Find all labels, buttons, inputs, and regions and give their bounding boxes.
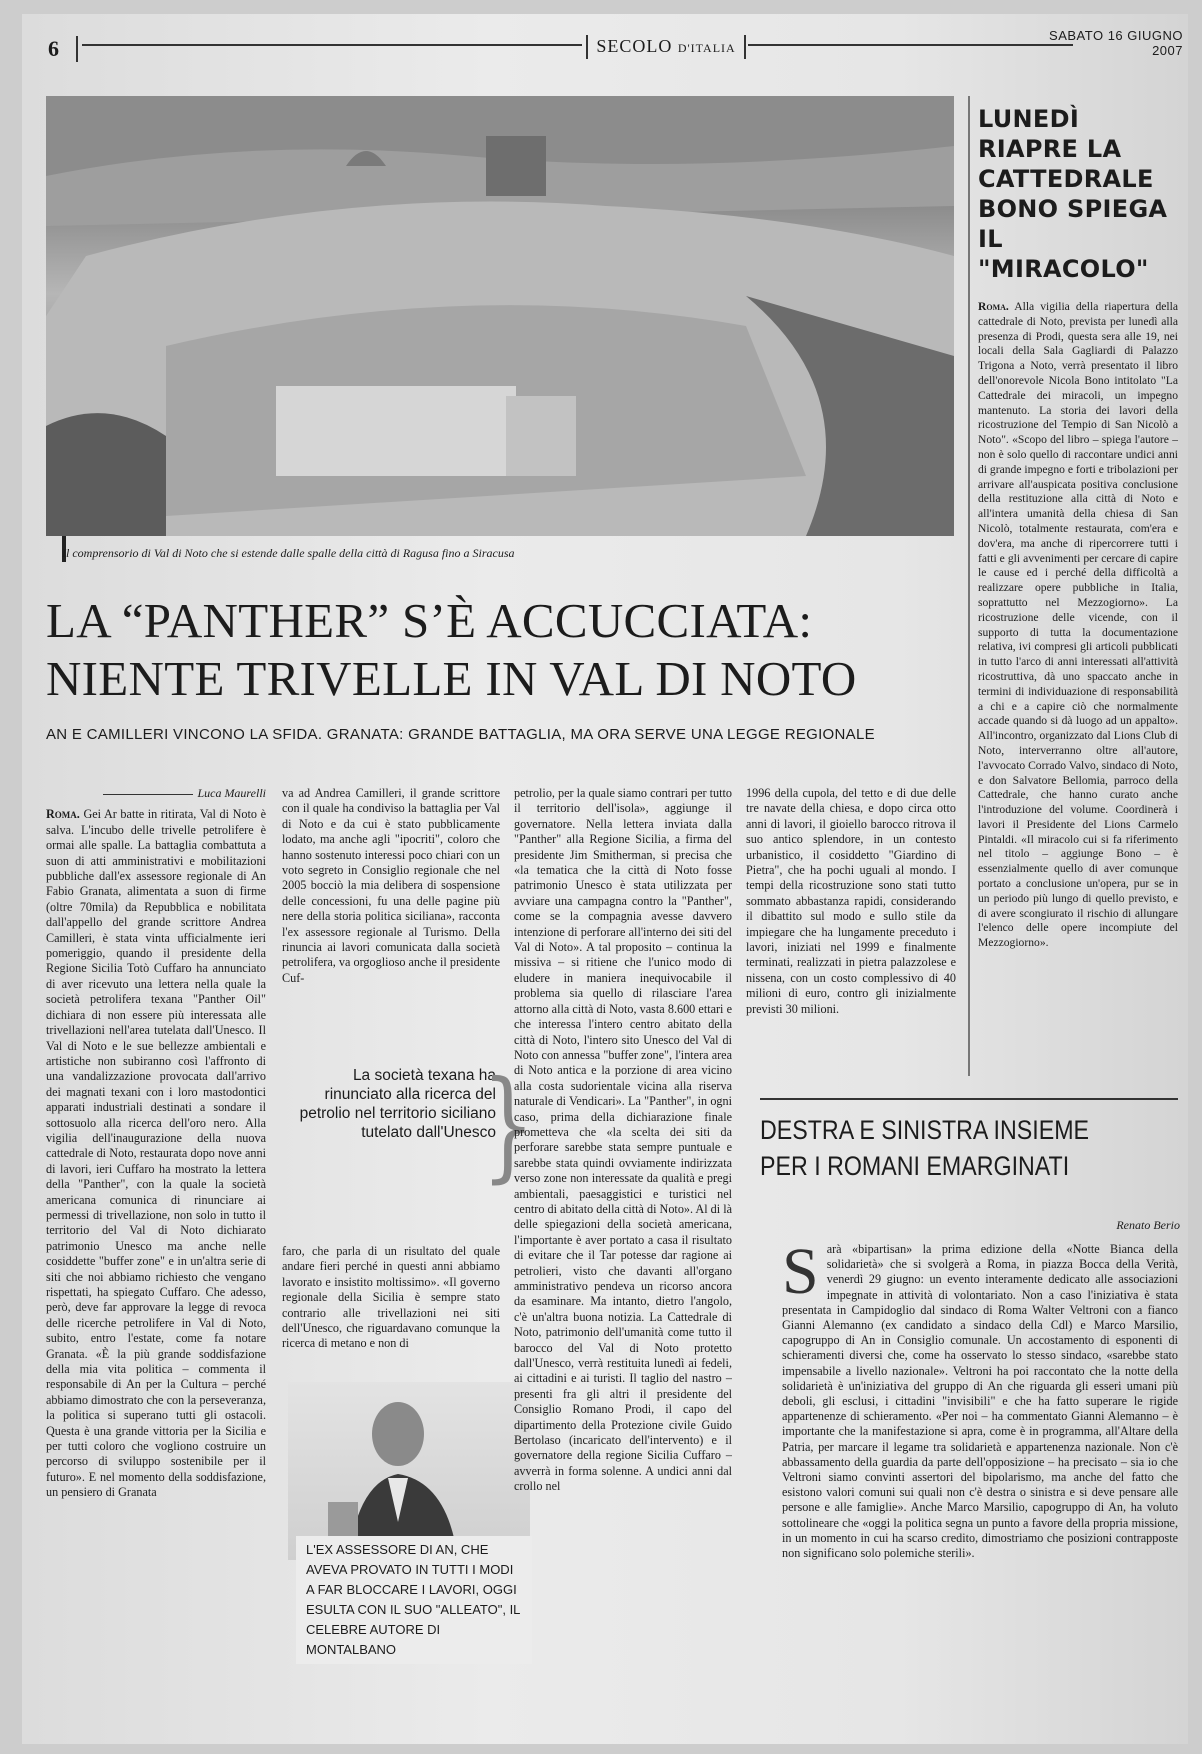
headline-line-1: LA “PANTHER” S’È ACCUCCIATA: (46, 593, 813, 648)
photo-caption: Il comprensorio di Val di Noto che si estende dalle spalle della città di Ragusa fino a Siracusa (62, 546, 515, 560)
town-aerial-illustration (46, 96, 954, 536)
second-article-byline: Renato Berio (1116, 1218, 1180, 1232)
town-aerial-photo (46, 96, 954, 536)
sidebar-title: LUNEDÌ RIAPRE LA CATTEDRALE BONO SPIEGA IL "MIRACOLO" (978, 105, 1168, 283)
article-column-2-top: va ad Andrea Camilleri, il grande scrittore con il quale ha condiviso la battaglia per Val di Noto e da cui è stato pubblicamente lodato, ma anche agli "ipocriti", coloro che hanno sostenuto interessi poco chiari con un voto segreto in Consiglio regionale che nel 2005 bocciò la mia delibera di sospensione delle concessioni, fu una delle pagine più nere della storia politica siciliana», racconta l'ex assessore regionale al Turismo. Della rinuncia ai lavori comunicata dalla società petrolifera, va orgoglioso anche il presidente Cuf- (282, 786, 500, 985)
sidebar-article (968, 96, 1178, 1076)
second-article-text: arà «bipartisan» la prima edizione della «Notte Bianca della solidarietà» che si svolgerà a Roma, in piazza Bocca della Verità, venerdì 29 giugno: un evento interamente dedicato alle associazioni impegnate in attività di volontariato. Non a caso l'iniziativa è stata presentata in Campidoglio dal sindaco di Roma Walter Veltroni con a fianco Gianni Alemanno (ex candidato a sindaco della Cdl) e Marco Marsilio, capogruppo di An in Consiglio comunale. Un accostamento di esponenti di schieramenti diversi che, come ha osservato lo stesso sindaco, «sarebbe stato impensabile a livello nazionale». Veltroni ha poi raccontato che la notte della solidarietà è un'iniziativa del gruppo di An che riguarda gli esseri umani più deboli, gli esclusi, i cittadini "invisibili" e che ha fatto superare le rigide appartenenze di schieramento. «Per noi – ha commentato Gianni Alemanno – è importante che la manifestazione si apra, come è in programma, all'Altare della Patria, per marcare il legame tra solidarietà e appartenenza nazionale. Non c'è abbassamento della guardia da parte dell'opposizione – ha precisato – sia io che Veltroni siamo convinti assertori del bipolarismo, ma anche del fatto che esistono valori comuni sui quali non c'è destra o sinistra e si deve pensare alle persone e alle famiglie». Anche Marco Marsilio, capogruppo di An, ha voluto sottolineare che «oggi la politica segna un punto a favore della propria missione, in un momento in cui ha scarso credito, dimostriamo che posizioni contrapposte non significano solo polemiche sterili». (782, 1242, 1178, 1561)
masthead (48, 28, 1183, 62)
masthead-rule-left (82, 44, 582, 46)
paper-name-main: SECOLO (596, 36, 673, 56)
portrait-caption: L'EX ASSESSORE DI AN, CHE AVEVA PROVATO IN TUTTI I MODI A FAR BLOCCARE I LAVORI, OGGI ESULTA CON IL SUO "ALLEATO", IL CELEBRE AUTORE DI MONTALBANO (296, 1536, 532, 1664)
second-article-rule (760, 1098, 1178, 1100)
paper-name-small: D'ITALIA (677, 41, 736, 55)
main-headline (46, 592, 956, 708)
pull-quote: La società texana ha rinunciato alla ricerca del petrolio nel territorio siciliano tutelato dall'Unesco (299, 1067, 496, 1141)
issue-date: SABATO 16 GIUGNO 2007 (1049, 28, 1183, 58)
main-subhead: AN E CAMILLERI VINCONO LA SFIDA. GRANATA: GRANDE BATTAGLIA, MA ORA SERVE UNA LEGGE REGIONALE (46, 726, 875, 743)
article-column-2-bottom: faro, che parla di un risultato del quale andare fieri perché in questi anni abbiamo lavorato e insistito moltissimo». «Il governo regionale della Sicilia è sempre stato contrario alle trivellazioni nei siti dell'Unesco, che riguardavano comunque la ricerca di metano e non di (282, 1244, 500, 1351)
article-column-3: petrolio, per la quale siamo contrari per tutto il territorio dell'isola», aggiunge il governatore. Nella lettera inviata dalla "Panther" alla Regione Sicilia, a firma del presidente Jim Smitherman, si precisa che «la tematica che la città di Noto fosse patrimonio Unesco è stata utilizzata per avviare una campagna contro la "Panther", come se la compagnia avesse davvero intenzione di perforare all'interno dei siti del Val di Noto». A tal proposito – continua la missiva – si ritiene che l'unico modo di eludere in maniera inequivocabile il problema sia quello di rilasciare l'area attorno alla città di Noto, vasta 8.600 ettari e che interessa l'intero centro abitato della città di Noto, l'intero sito Unesco del Val di Noto con annessa "buffer zone", l'intera area di Noto antica e la porzione di area vicino alla costa sudorientale vicina alla riserva naturale di Vendicari». La "Panther", in ogni caso, prima della dichiarazione finale prometteva che «la scelta dei siti da perforare sarebbe stata sempre puntuale e sarebbe stata quindi ovviamente indirizzata verso zone non interessate da qualità e pregi ambientali, paesaggistici e turistici nel centro di abitato della città di Noto». Al di là delle spiegazioni della società americana, l'importante è aver portato a casa il risultato di evitare che il Tar potesse dar ragione ai petrolieri, visto che davanti all'organo amministrativo pendeva un ricorso ancora da esaminare. Ma intanto, dietro l'angolo, c'è un'altra buona notizia. La Cattedrale di Noto, patrimonio dell'umanità come tutto il barocco del Val di Noto protetto dall'Unesco, verrà restituita lunedì ai fedeli, ai cittadini e ai turisti. Il taglio del nastro – presenti fra gli altri il presidente del Consiglio Romano Prodi, il capo del dipartimento della Protezione civile Guido Bertolaso (incaricato dell'intervento) e il governatore della regione Sicilia Cuffaro – avverrà in forma solenne. A undici anni dal crollo nel (514, 786, 732, 1494)
sidebar-dateline: Roma. (978, 300, 1009, 313)
second-title-line-2: PER I ROMANI EMARGINATI (760, 1151, 1070, 1181)
sidebar-body (978, 300, 1178, 1120)
article-column-4: 1996 della cupola, del tetto e di due delle tre navate della chiesa, e dopo circa otto anni di lavori, il gioiello barocco ritrova il suo antico splendore, in un contesto urbanistico, il cosiddetto "Giardino di Pietra", che ha pochi uguali al mondo. I tempi della ricostruzione sono stati tutto sommato abbastanza rapidi, considerando il dibattito sul modo e sullo stile da impiegare che ha lungamente preceduto i lavori, iniziati nel 1999 e finalmente terminati, realizzati in pietra palazzolese e nissena, con un costo complessivo di 40 milioni di euro, contro gli inizialmente previsti 30 milioni. (746, 786, 956, 1016)
page-number: 6 (48, 36, 78, 62)
paper-name (586, 35, 746, 59)
second-article-title (760, 1112, 1121, 1184)
article-column-1 (46, 786, 266, 1686)
brace-icon: } (481, 1056, 535, 1195)
second-article-body (782, 1242, 1178, 1692)
headline-line-2: NIENTE TRIVELLE IN VAL DI NOTO (46, 651, 857, 706)
second-title-line-1: DESTRA E SINISTRA INSIEME (760, 1115, 1090, 1145)
granata-portrait-photo (288, 1382, 530, 1560)
column-1-text: Gei Ar batte in ritirata, Val di Noto è salva. L'incubo delle trivelle petrolifere è ormai alle spalle. La battaglia combattuta a suon di atti amministrativi e mobilitazioni pubbliche dall'ex assessore regionale di An Fabio Granata, alimentata a suon di firme (oltre 70mila) da Repubblica e nobilitata dall'appello del grande scrittore Andrea Camilleri, è stata vinta ufficialmente ieri pomeriggio, quando il presidente della Regione Sicilia Totò Cuffaro ha annunciato di aver ricevuto una lettera nella quale la società petrolifera texana "Panther Oil" dichiara di non essere più interessata alle trivellazioni nell'area tutelata dall'Unesco. Il Val di Noto e le sue bellezze ambientali e artistiche non subiranno così l'affronto di una vandalizzazione provocata dall'arrivo dei magnati texani con i loro mastodontici apparati industriali destinati a sondare il sottosuolo alla ricerca dell'oro nero. Alla vigilia dell'inaugurazione della nuova cattedrale di Noto, restaurata dopo nove anni di lavori, ieri Cuffaro ha mostrato la lettera della "Panther", con la quale la società americana comunica di rinunciare ai permessi di trivellazione, non solo in tutto il territorio del Val di Noto dichiarato patrimonio Unesco ma anche nelle cosiddette "buffer zone" e in un'altra serie di siti che noi abbiamo richiesto che vengano rispettati, ha spiegato Cuffaro. Che adesso, però, deve far approvare la legge di revoca delle ricerche petrolifere in Val di Noto, subito, entro l'estate, come fa notare Granata. «È la più grande soddisfazione della mia vita politica – commenta il responsabile di An per la Cultura – perché abbiamo dimostrato che con la perseveranza, la politica si superano tutti gli ostacoli. Questa è una grande vittoria per la Sicilia e per tutti coloro che vogliono costruire un percorso di sviluppo sostenibile per il futuro». E nel momento della soddisfazione, un pensiero di Granata (46, 807, 266, 1500)
sidebar-text: Alla vigilia della riapertura della cattedrale di Noto, prevista per lunedì alla presenza di Prodi, questa sera alle 19, nei locali della Sala Gagliardi di Palazzo Trigona a Noto, verrà presentato il libro dell'onorevole Nicola Bono intitolato "La Cattedrale dei miracoli, un impegno mantenuto. La storia dei lavori della ricostruzione del Tempio di San Nicolò a Noto". «Scopo del libro – spiega l'autore – non è solo quello di raccontare undici anni di grande impegno e forti e tribolazioni per arrivare all'auspicata positiva conclusione della restituzione alla città di Noto e all'intera umanità della chiesa di San Nicolò, totalmente restaurata, com'era e dov'era, ma anche di ripercorrere tutti i fatti e gli avvenimenti per cercare di capire le cause ed i perché della difficoltà a realizzare opere pubbliche in Italia, soprattutto nel Mezzogiorno». La ricostruzione delle vicende, con il supporto di tutta la documentazione relativa, ivi compresi gli articoli pubblicati in tutto l'arco di anni interessati all'attività ricostruttiva, dà uno spaccato anche in termini di individuazione di responsabilità a chi e a capire ciò che normalmente accade quando si dà luogo ad un appalto». All'incontro, organizzato dal Lions Club di Noto, interverranno oltre all'autore, l'avvocato Corrado Valvo, sindaco di Noto, e don Salvatore Bellomia, parroco della Cattedrale, che hanno curato anche l'introduzione del volume. Coordinerà i lavori il Presidente del Lions Carmelo Pintaldi. «Il miracolo cui si fa riferimento nel titolo – aggiunge Bono – è essenzialmente quello di aver comunque portato a conclusione un'opera, pur se in un periodo più lungo di quello previsto, e di avere scongiurato il rischio di allungare l'elenco delle opere incompiute del Mezzogiorno». (978, 300, 1178, 950)
portrait-illustration (288, 1382, 530, 1560)
drop-cap: S (782, 1242, 819, 1308)
dateline: Roma. (46, 807, 80, 822)
main-byline: Luca Maurelli (46, 786, 266, 801)
